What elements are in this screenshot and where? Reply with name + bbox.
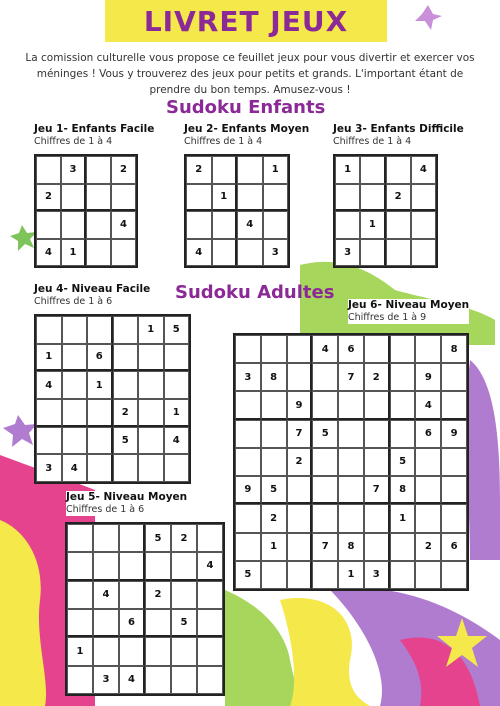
sudoku-cell[interactable] bbox=[364, 391, 390, 419]
sudoku-cell[interactable] bbox=[87, 454, 113, 482]
sudoku-cell[interactable] bbox=[67, 609, 93, 637]
sudoku-cell[interactable] bbox=[390, 335, 416, 363]
sudoku-cell[interactable]: 4 bbox=[36, 239, 61, 267]
sudoku-cell[interactable] bbox=[261, 335, 287, 363]
sudoku-cell[interactable] bbox=[335, 211, 360, 239]
sudoku-cell[interactable] bbox=[441, 391, 467, 419]
sudoku-cell[interactable] bbox=[119, 524, 145, 552]
sudoku-cell[interactable] bbox=[145, 609, 171, 637]
sudoku-cell[interactable] bbox=[441, 504, 467, 532]
sudoku-cell[interactable]: 1 bbox=[335, 156, 360, 184]
sudoku-cell[interactable]: 6 bbox=[87, 344, 113, 372]
sudoku-cell[interactable] bbox=[113, 344, 139, 372]
sudoku-cell[interactable] bbox=[261, 420, 287, 448]
puzzle-subtitle: Chiffres de 1 à 4 bbox=[333, 136, 412, 147]
sudoku-cell[interactable] bbox=[390, 533, 416, 561]
sudoku-cell[interactable] bbox=[338, 420, 364, 448]
sudoku-cell[interactable]: 4 bbox=[93, 581, 119, 609]
sudoku-cell[interactable] bbox=[145, 552, 171, 580]
sudoku-cell[interactable]: 7 bbox=[364, 476, 390, 504]
sudoku-cell[interactable] bbox=[67, 552, 93, 580]
sudoku-cell[interactable] bbox=[93, 637, 119, 665]
sudoku-cell[interactable] bbox=[171, 637, 197, 665]
sudoku-cell[interactable] bbox=[411, 184, 436, 212]
sudoku-grid-1 bbox=[34, 154, 138, 268]
sudoku-cell[interactable]: 5 bbox=[390, 448, 416, 476]
sudoku-cell[interactable] bbox=[261, 448, 287, 476]
sudoku-cell[interactable]: 6 bbox=[119, 609, 145, 637]
sudoku-cell[interactable]: 9 bbox=[235, 476, 261, 504]
sudoku-cell[interactable] bbox=[145, 666, 171, 694]
intro-text: La comission culturelle vous propose ce feuillet jeux pour vous divertir et exercer vos méninges ! Vous y trouverez des jeux pour petits et grands. L'important étant de prendre du bon temps. Amusez-vous ! bbox=[25, 52, 475, 96]
sudoku-cell[interactable]: 1 bbox=[212, 184, 238, 212]
sudoku-cell[interactable]: 9 bbox=[287, 391, 313, 419]
sudoku-cell[interactable]: 5 bbox=[261, 476, 287, 504]
sudoku-cell[interactable] bbox=[93, 552, 119, 580]
sudoku-cell[interactable]: 4 bbox=[197, 552, 223, 580]
sudoku-cell[interactable] bbox=[164, 371, 190, 399]
sudoku-cell[interactable] bbox=[186, 211, 212, 239]
sudoku-cell[interactable]: 9 bbox=[415, 363, 441, 391]
sudoku-cell[interactable]: 3 bbox=[36, 454, 62, 482]
sudoku-cell[interactable] bbox=[237, 239, 263, 267]
sudoku-cell[interactable] bbox=[338, 476, 364, 504]
sudoku-cell[interactable] bbox=[312, 504, 338, 532]
sudoku-cell[interactable] bbox=[235, 335, 261, 363]
sudoku-cell[interactable]: 7 bbox=[287, 420, 313, 448]
sudoku-cell[interactable]: 5 bbox=[164, 316, 190, 344]
sudoku-cell[interactable] bbox=[237, 184, 263, 212]
sudoku-cell[interactable]: 4 bbox=[119, 666, 145, 694]
sudoku-cell[interactable] bbox=[287, 476, 313, 504]
sudoku-cell[interactable]: 8 bbox=[441, 335, 467, 363]
sudoku-cell[interactable] bbox=[61, 184, 86, 212]
sudoku-cell[interactable]: 7 bbox=[312, 533, 338, 561]
section-title-kids: Sudoku Enfants bbox=[166, 97, 326, 118]
sudoku-cell[interactable] bbox=[263, 211, 289, 239]
sudoku-cell[interactable] bbox=[235, 533, 261, 561]
sudoku-grid-2 bbox=[184, 154, 290, 268]
puzzle-title: Jeu 5- Niveau Moyen bbox=[66, 491, 188, 503]
sudoku-cell[interactable]: 2 bbox=[36, 184, 61, 212]
puzzle-title: Jeu 1- Enfants Facile bbox=[34, 123, 155, 135]
sudoku-cell[interactable] bbox=[87, 399, 113, 427]
sudoku-cell[interactable] bbox=[441, 448, 467, 476]
sudoku-cell[interactable] bbox=[415, 335, 441, 363]
sudoku-cell[interactable] bbox=[36, 427, 62, 455]
star-decoration bbox=[3, 415, 37, 447]
sudoku-cell[interactable] bbox=[197, 666, 223, 694]
sudoku-cell[interactable]: 3 bbox=[335, 239, 360, 267]
sudoku-cell[interactable]: 1 bbox=[261, 533, 287, 561]
sudoku-cell[interactable]: 3 bbox=[235, 363, 261, 391]
sudoku-cell[interactable] bbox=[415, 504, 441, 532]
sudoku-cell[interactable] bbox=[36, 211, 61, 239]
sudoku-cell[interactable]: 2 bbox=[111, 156, 136, 184]
sudoku-cell[interactable]: 8 bbox=[261, 363, 287, 391]
sudoku-cell[interactable]: 5 bbox=[171, 609, 197, 637]
puzzle-title: Jeu 3- Enfants Difficile bbox=[333, 123, 464, 135]
sudoku-cell[interactable]: 4 bbox=[164, 427, 190, 455]
sudoku-cell[interactable]: 2 bbox=[145, 581, 171, 609]
sudoku-cell[interactable] bbox=[113, 316, 139, 344]
sudoku-cell[interactable] bbox=[411, 239, 436, 267]
sudoku-cell[interactable] bbox=[62, 371, 88, 399]
sudoku-cell[interactable] bbox=[197, 581, 223, 609]
sudoku-cell[interactable] bbox=[111, 239, 136, 267]
puzzle-2-label bbox=[184, 123, 309, 148]
page-title: LIVRET JEUX bbox=[143, 4, 349, 38]
sudoku-cell[interactable] bbox=[36, 156, 61, 184]
sudoku-cell[interactable] bbox=[235, 448, 261, 476]
sudoku-cell[interactable] bbox=[287, 363, 313, 391]
sudoku-cell[interactable]: 5 bbox=[145, 524, 171, 552]
puzzle-subtitle: Chiffres de 1 à 4 bbox=[34, 136, 113, 147]
sudoku-cell[interactable] bbox=[138, 454, 164, 482]
sudoku-cell[interactable] bbox=[312, 561, 338, 589]
sudoku-cell[interactable] bbox=[62, 344, 88, 372]
sudoku-cell[interactable] bbox=[312, 363, 338, 391]
sudoku-cell[interactable] bbox=[390, 391, 416, 419]
sudoku-cell[interactable] bbox=[113, 371, 139, 399]
sudoku-cell[interactable]: 9 bbox=[441, 420, 467, 448]
sudoku-cell[interactable] bbox=[338, 448, 364, 476]
sudoku-cell[interactable] bbox=[171, 581, 197, 609]
sudoku-cell[interactable] bbox=[138, 427, 164, 455]
sudoku-cell[interactable] bbox=[164, 344, 190, 372]
sudoku-cell[interactable] bbox=[386, 156, 411, 184]
sudoku-cell[interactable] bbox=[119, 581, 145, 609]
sudoku-cell[interactable] bbox=[36, 316, 62, 344]
sudoku-cell[interactable] bbox=[111, 184, 136, 212]
sudoku-cell[interactable] bbox=[86, 211, 111, 239]
sudoku-cell[interactable]: 1 bbox=[67, 637, 93, 665]
sudoku-grid-3 bbox=[333, 154, 438, 268]
sudoku-cell[interactable] bbox=[312, 448, 338, 476]
sudoku-cell[interactable] bbox=[415, 561, 441, 589]
sudoku-cell[interactable] bbox=[212, 239, 238, 267]
sudoku-cell[interactable]: 3 bbox=[61, 156, 86, 184]
puzzle-title: Jeu 6- Niveau Moyen bbox=[348, 299, 470, 311]
sudoku-cell[interactable]: 1 bbox=[138, 316, 164, 344]
sudoku-cell[interactable]: 4 bbox=[312, 335, 338, 363]
sudoku-cell[interactable] bbox=[67, 524, 93, 552]
sudoku-cell[interactable]: 4 bbox=[36, 371, 62, 399]
sudoku-cell[interactable] bbox=[197, 637, 223, 665]
sudoku-cell[interactable] bbox=[86, 156, 111, 184]
sudoku-cell[interactable]: 1 bbox=[390, 504, 416, 532]
sudoku-cell[interactable]: 7 bbox=[338, 363, 364, 391]
sudoku-cell[interactable]: 5 bbox=[312, 420, 338, 448]
puzzle-5-label bbox=[66, 491, 187, 516]
sudoku-cell[interactable]: 8 bbox=[390, 476, 416, 504]
sudoku-cell[interactable] bbox=[138, 344, 164, 372]
sudoku-cell[interactable] bbox=[261, 561, 287, 589]
sudoku-cell[interactable] bbox=[364, 504, 390, 532]
sudoku-cell[interactable] bbox=[415, 476, 441, 504]
sudoku-cell[interactable] bbox=[287, 504, 313, 532]
sudoku-cell[interactable] bbox=[312, 391, 338, 419]
sudoku-cell[interactable] bbox=[171, 552, 197, 580]
sudoku-cell[interactable]: 1 bbox=[360, 211, 385, 239]
sudoku-cell[interactable] bbox=[237, 156, 263, 184]
sudoku-cell[interactable] bbox=[287, 335, 313, 363]
sudoku-cell[interactable] bbox=[87, 427, 113, 455]
sudoku-cell[interactable] bbox=[138, 371, 164, 399]
sudoku-cell[interactable]: 1 bbox=[338, 561, 364, 589]
sudoku-cell[interactable]: 6 bbox=[415, 420, 441, 448]
sudoku-cell[interactable] bbox=[335, 184, 360, 212]
sudoku-cell[interactable]: 6 bbox=[338, 335, 364, 363]
puzzle-title: Jeu 2- Enfants Moyen bbox=[184, 123, 310, 135]
section-title-adults: Sudoku Adultes bbox=[175, 282, 335, 303]
sudoku-cell[interactable]: 2 bbox=[386, 184, 411, 212]
sudoku-grid-6 bbox=[233, 333, 469, 591]
sudoku-cell[interactable]: 2 bbox=[261, 504, 287, 532]
puzzle-6-label bbox=[348, 299, 469, 324]
sudoku-cell[interactable]: 2 bbox=[415, 533, 441, 561]
sudoku-cell[interactable] bbox=[263, 184, 289, 212]
sudoku-cell[interactable] bbox=[93, 524, 119, 552]
sudoku-cell[interactable]: 6 bbox=[441, 533, 467, 561]
sudoku-cell[interactable] bbox=[93, 609, 119, 637]
puzzle-3-label bbox=[333, 123, 464, 148]
sudoku-cell[interactable] bbox=[364, 335, 390, 363]
sudoku-cell[interactable] bbox=[145, 637, 171, 665]
sudoku-cell[interactable] bbox=[441, 363, 467, 391]
sudoku-cell[interactable] bbox=[386, 211, 411, 239]
purple-blob bbox=[466, 360, 500, 560]
sudoku-cell[interactable] bbox=[411, 211, 436, 239]
sudoku-cell[interactable] bbox=[61, 211, 86, 239]
sudoku-cell[interactable] bbox=[261, 391, 287, 419]
sudoku-cell[interactable] bbox=[235, 504, 261, 532]
sudoku-cell[interactable] bbox=[390, 363, 416, 391]
sudoku-cell[interactable] bbox=[119, 552, 145, 580]
puzzle-subtitle: Chiffres de 1 à 6 bbox=[34, 296, 113, 307]
sudoku-cell[interactable] bbox=[360, 156, 385, 184]
sudoku-cell[interactable] bbox=[86, 239, 111, 267]
sudoku-cell[interactable]: 2 bbox=[171, 524, 197, 552]
sudoku-cell[interactable]: 4 bbox=[415, 391, 441, 419]
sudoku-cell[interactable] bbox=[390, 561, 416, 589]
sudoku-cell[interactable] bbox=[36, 399, 62, 427]
sudoku-cell[interactable] bbox=[87, 316, 113, 344]
sudoku-cell[interactable] bbox=[338, 504, 364, 532]
sudoku-cell[interactable] bbox=[186, 184, 212, 212]
sudoku-grid-5 bbox=[65, 522, 225, 696]
sudoku-cell[interactable]: 3 bbox=[93, 666, 119, 694]
sudoku-cell[interactable] bbox=[441, 476, 467, 504]
puzzle-subtitle: Chiffres de 1 à 4 bbox=[184, 136, 263, 147]
sudoku-cell[interactable] bbox=[67, 666, 93, 694]
puzzle-subtitle: Chiffres de 1 à 9 bbox=[348, 312, 427, 323]
sudoku-cell[interactable] bbox=[138, 399, 164, 427]
title-banner bbox=[105, 0, 387, 42]
puzzle-subtitle: Chiffres de 1 à 6 bbox=[66, 504, 145, 515]
sudoku-cell[interactable] bbox=[312, 476, 338, 504]
star-decoration bbox=[415, 5, 442, 30]
sudoku-cell[interactable] bbox=[171, 666, 197, 694]
sudoku-cell[interactable] bbox=[197, 524, 223, 552]
sudoku-cell[interactable]: 1 bbox=[61, 239, 86, 267]
sudoku-cell[interactable]: 1 bbox=[164, 399, 190, 427]
sudoku-cell[interactable] bbox=[164, 454, 190, 482]
sudoku-cell[interactable] bbox=[364, 533, 390, 561]
sudoku-cell[interactable] bbox=[287, 561, 313, 589]
sudoku-grid-4 bbox=[34, 314, 191, 484]
sudoku-cell[interactable] bbox=[415, 448, 441, 476]
sudoku-cell[interactable] bbox=[287, 533, 313, 561]
sudoku-cell[interactable]: 3 bbox=[263, 239, 289, 267]
sudoku-cell[interactable] bbox=[197, 609, 223, 637]
sudoku-cell[interactable] bbox=[62, 427, 88, 455]
sudoku-cell[interactable]: 4 bbox=[237, 211, 263, 239]
sudoku-cell[interactable] bbox=[386, 239, 411, 267]
sudoku-cell[interactable] bbox=[441, 561, 467, 589]
sudoku-cell[interactable] bbox=[212, 156, 238, 184]
sudoku-cell[interactable] bbox=[338, 391, 364, 419]
sudoku-cell[interactable]: 4 bbox=[186, 239, 212, 267]
sudoku-cell[interactable]: 2 bbox=[364, 363, 390, 391]
sudoku-cell[interactable]: 4 bbox=[62, 454, 88, 482]
star-decoration bbox=[10, 225, 37, 251]
sudoku-cell[interactable]: 4 bbox=[111, 211, 136, 239]
sudoku-cell[interactable] bbox=[235, 420, 261, 448]
sudoku-cell[interactable]: 3 bbox=[364, 561, 390, 589]
sudoku-cell[interactable] bbox=[235, 391, 261, 419]
sudoku-cell[interactable]: 1 bbox=[87, 371, 113, 399]
sudoku-cell[interactable] bbox=[364, 448, 390, 476]
sudoku-cell[interactable] bbox=[360, 184, 385, 212]
puzzle-4-label bbox=[34, 283, 150, 308]
sudoku-cell[interactable] bbox=[119, 637, 145, 665]
sudoku-cell[interactable] bbox=[212, 211, 238, 239]
sudoku-cell[interactable] bbox=[62, 316, 88, 344]
sudoku-cell[interactable]: 4 bbox=[411, 156, 436, 184]
sudoku-cell[interactable]: 2 bbox=[186, 156, 212, 184]
puzzle-1-label bbox=[34, 123, 154, 148]
sudoku-cell[interactable] bbox=[67, 581, 93, 609]
sudoku-cell[interactable]: 2 bbox=[287, 448, 313, 476]
sudoku-cell[interactable]: 5 bbox=[113, 427, 139, 455]
sudoku-cell[interactable] bbox=[390, 420, 416, 448]
sudoku-cell[interactable]: 1 bbox=[263, 156, 289, 184]
sudoku-cell[interactable] bbox=[86, 184, 111, 212]
sudoku-cell[interactable] bbox=[364, 420, 390, 448]
sudoku-cell[interactable] bbox=[113, 454, 139, 482]
sudoku-cell[interactable]: 1 bbox=[36, 344, 62, 372]
sudoku-cell[interactable]: 8 bbox=[338, 533, 364, 561]
sudoku-cell[interactable]: 5 bbox=[235, 561, 261, 589]
sudoku-cell[interactable]: 2 bbox=[113, 399, 139, 427]
sudoku-cell[interactable] bbox=[62, 399, 88, 427]
sudoku-cell[interactable] bbox=[360, 239, 385, 267]
puzzle-title: Jeu 4- Niveau Facile bbox=[34, 283, 151, 295]
